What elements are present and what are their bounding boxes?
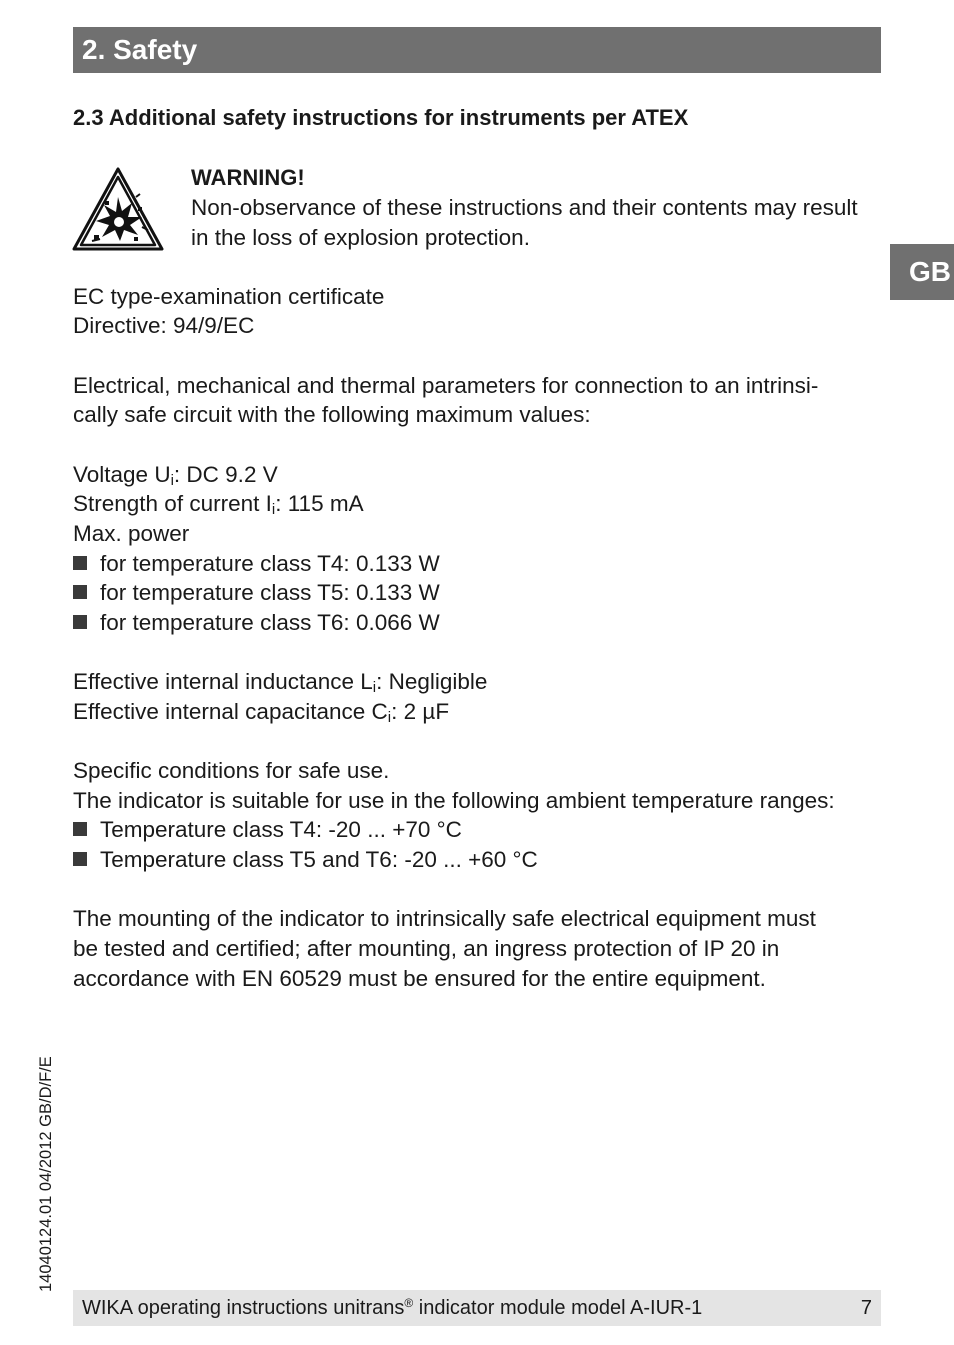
parameters-intro-line: Electrical, mechanical and thermal parameters for connection to an intrinsi- bbox=[73, 373, 819, 398]
warning-text: Non-observance of these instructions and their contents may result in the loss of explosion protection. bbox=[191, 195, 858, 250]
language-tab-label: GB bbox=[909, 256, 951, 287]
inductance-line: Effective internal inductance $L_i$: Negligible bbox=[73, 669, 488, 696]
bullet-square-icon bbox=[73, 822, 87, 836]
bullet-square-icon bbox=[73, 585, 87, 599]
footer-text: WIKA operating instructions unitrans® indicator module model A-IUR-1 bbox=[82, 1296, 703, 1319]
list-item: for temperature class T4: 0.133 W bbox=[73, 549, 440, 579]
list-item: for temperature class T5: 0.133 W bbox=[73, 578, 440, 608]
list-item: for temperature class T6: 0.066 W bbox=[73, 608, 440, 638]
certificate-line: EC type-examination certificate bbox=[73, 284, 385, 309]
page-number: 7 bbox=[860, 1297, 872, 1319]
document-code: 14040124.01 04/2012 GB/D/F/E bbox=[37, 1056, 55, 1292]
explosion-hazard-icon bbox=[72, 167, 164, 251]
parameters-intro-line: cally safe circuit with the following maximum values: bbox=[73, 402, 591, 427]
directive-line: Directive: 94/9/EC bbox=[73, 313, 255, 338]
mounting-paragraph-line: be tested and certified; after mounting, an ingress protection of IP 20 in bbox=[73, 936, 780, 961]
current-line: Strength of current $I_i$: 115 mA bbox=[73, 491, 364, 518]
mounting-paragraph-line: accordance with EN 60529 must be ensured for the entire equipment. bbox=[73, 966, 766, 991]
footer-bar bbox=[73, 1290, 881, 1326]
bullet-square-icon bbox=[73, 615, 87, 629]
list-item: Temperature class T5 and T6: -20 ... +60 °C bbox=[73, 845, 538, 875]
section-header-bar bbox=[73, 27, 881, 73]
max-power-label: Max. power bbox=[73, 521, 190, 546]
conditions-intro: The indicator is suitable for use in the following ambient temperature ranges: bbox=[73, 788, 835, 813]
bullet-square-icon bbox=[73, 556, 87, 570]
mounting-paragraph-line: The mounting of the indicator to intrinsically safe electrical equipment must bbox=[73, 906, 816, 931]
conditions-heading: Specific conditions for safe use. bbox=[73, 758, 390, 783]
bullet-square-icon bbox=[73, 852, 87, 866]
warning-title: WARNING! bbox=[191, 165, 305, 190]
list-item: Temperature class T4: -20 ... +70 °C bbox=[73, 815, 462, 845]
language-tab bbox=[890, 244, 954, 300]
voltage-line: Voltage $U_i$: DC 9.2 V bbox=[73, 462, 278, 489]
subsection-heading: 2.3 Additional safety instructions for instruments per ATEX bbox=[73, 105, 689, 130]
capacitance-line: Effective internal capacitance $C_i$: 2 µF bbox=[73, 699, 450, 726]
section-title: 2. Safety bbox=[82, 34, 198, 65]
